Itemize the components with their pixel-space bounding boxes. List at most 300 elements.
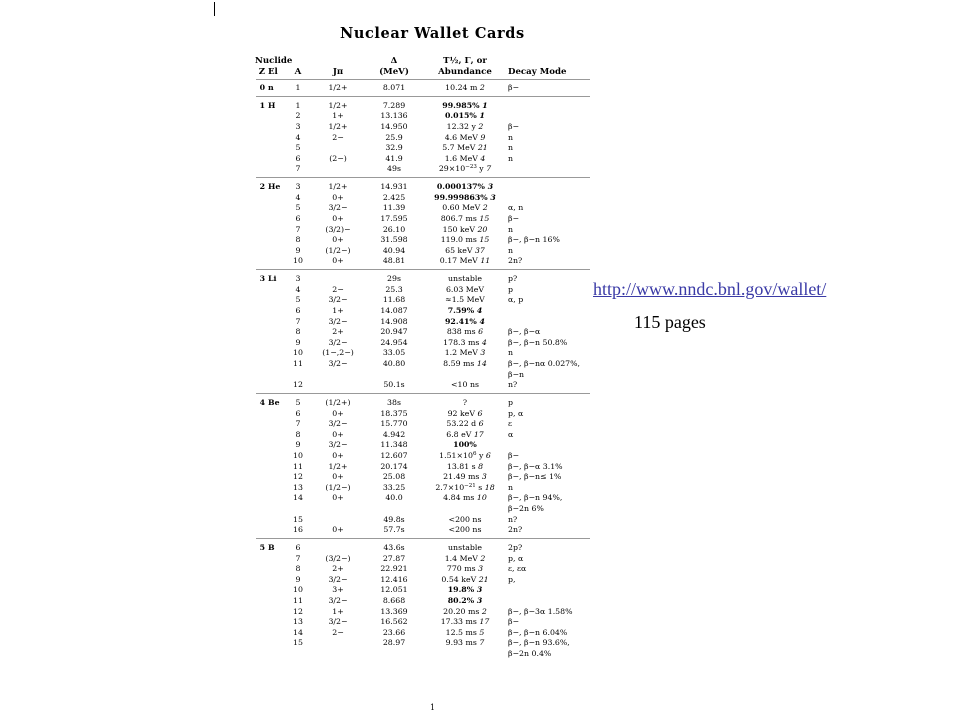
halflife-uncertainty: 37 <box>474 245 485 255</box>
cell-mass-excess: 25.08 <box>382 472 406 482</box>
halflife-value: ≈1.5 MeV <box>445 295 485 305</box>
header-a: A <box>294 67 302 77</box>
cell-mass-excess: 29s <box>387 274 401 284</box>
halflife-uncertainty: 6 <box>478 419 484 429</box>
cell-halflife <box>420 225 510 235</box>
cell-element: H <box>268 100 276 110</box>
cell-mass-excess: 22.921 <box>380 564 408 574</box>
table-row <box>250 596 600 606</box>
cell-jpi: (1/2−) <box>325 245 351 255</box>
table-row <box>250 543 600 553</box>
cell-decay-mode: β− <box>508 617 520 627</box>
table-row <box>250 133 600 143</box>
halflife-uncertainty: 6 <box>478 327 484 337</box>
halflife-value: 2.7×10 <box>435 482 465 492</box>
halflife-uncertainty: 4 <box>480 153 486 163</box>
section-rule <box>256 538 590 539</box>
table-row <box>250 504 600 514</box>
halflife-uncertainty: 3 <box>480 348 486 358</box>
cell-mass-excess: 50.1s <box>383 380 405 390</box>
halflife-uncertainty: 10 <box>476 493 487 503</box>
table-row <box>250 370 600 380</box>
cell-a: 9 <box>295 245 301 255</box>
section-rule <box>256 393 590 394</box>
halflife-value: 0.015% <box>445 111 477 121</box>
cell-decay-mode: n <box>508 143 514 153</box>
wallet-url-link[interactable]: http://www.nndc.bnl.gov/wallet/ <box>593 279 827 299</box>
table-row <box>250 154 600 164</box>
cell-a: 16 <box>293 525 303 535</box>
halflife-uncertainty: 2 <box>482 203 488 213</box>
table-row <box>250 398 600 408</box>
table-row <box>250 225 600 235</box>
cell-halflife <box>420 182 510 192</box>
cell-z: 1 <box>259 100 265 110</box>
halflife-value: 1.4 MeV <box>444 553 478 563</box>
cell-halflife <box>420 143 510 153</box>
cell-jpi: 0+ <box>332 472 344 482</box>
cell-mass-excess: 28.97 <box>382 638 406 648</box>
table-row <box>250 83 600 93</box>
cell-halflife <box>420 628 510 638</box>
cell-a: 1 <box>295 100 301 110</box>
table-row <box>250 285 600 295</box>
table-row <box>250 122 600 132</box>
halflife-uncertainty: 6 <box>485 451 491 460</box>
cell-jpi: 1+ <box>332 306 344 315</box>
cell-decay-mode: α, p <box>508 295 524 305</box>
cell-halflife <box>420 409 510 419</box>
cell-a: 6 <box>295 214 301 223</box>
nuclide-table <box>250 0 600 720</box>
cell-mass-excess: 32.9 <box>385 143 403 153</box>
halflife-value: ? <box>462 398 468 407</box>
header-delta: Δ <box>390 56 398 66</box>
cell-a: 6 <box>295 543 301 552</box>
cell-mass-excess: 17.595 <box>380 214 408 223</box>
cell-a: 4 <box>295 192 301 202</box>
cell-jpi: 0+ <box>332 525 344 535</box>
cell-mass-excess: 24.954 <box>380 337 408 347</box>
halflife-value: 119.0 ms <box>440 235 477 245</box>
cell-a: 5 <box>295 203 301 213</box>
halflife-value: 0.000137% <box>436 182 485 192</box>
cell-decay-mode: β−, β−n 93.6%, <box>508 638 570 648</box>
table-row <box>250 554 600 564</box>
table-row <box>250 628 600 638</box>
halflife-value: <10 ns <box>451 380 479 390</box>
cell-halflife <box>420 440 510 450</box>
cell-a: 12 <box>293 380 303 390</box>
cell-jpi: 0+ <box>332 192 344 202</box>
cell-decay-mode: n <box>508 482 514 492</box>
halflife-uncertainty: 21 <box>477 143 488 153</box>
cell-decay-mode: ε, εα <box>508 564 527 574</box>
cell-a: 15 <box>293 638 303 648</box>
cell-jpi: 3+ <box>332 585 344 595</box>
table-row <box>250 649 600 659</box>
halflife-uncertainty: 20 <box>477 224 488 234</box>
cell-a: 10 <box>293 451 303 460</box>
halflife-uncertainty: 14 <box>476 359 487 368</box>
cell-decay-mode: β−, β−α 3.1% <box>508 461 563 471</box>
cell-halflife <box>420 83 510 93</box>
cell-mass-excess: 11.348 <box>380 440 408 450</box>
cell-mass-excess: 2.425 <box>382 192 406 202</box>
cell-jpi: (1−,2−) <box>322 348 354 358</box>
cell-halflife <box>420 214 510 224</box>
document-title: Nuclear Wallet Cards <box>340 25 525 42</box>
halflife-uncertainty: 3 <box>490 192 496 202</box>
halflife-value: 17.33 ms <box>440 617 477 627</box>
cell-z: 5 <box>259 543 265 552</box>
cell-mass-excess: 27.87 <box>382 553 406 563</box>
cell-halflife <box>420 317 510 327</box>
header-mev: (MeV) <box>379 67 409 77</box>
cell-mass-excess: 40.0 <box>385 493 403 503</box>
cell-a: 4 <box>295 132 301 142</box>
halflife-value: 53.22 d <box>446 419 477 429</box>
halflife-uncertainty: 4 <box>481 337 487 347</box>
cell-a: 3 <box>295 182 301 192</box>
cell-a: 7 <box>295 316 301 326</box>
halflife-value: 99.985% <box>442 100 480 110</box>
cell-halflife <box>420 246 510 256</box>
cell-jpi: 2− <box>332 284 344 294</box>
cell-a: 8 <box>295 564 301 574</box>
cell-jpi: 3/2− <box>328 316 348 326</box>
halflife-value: 806.7 ms <box>440 214 477 223</box>
table-row <box>250 515 600 525</box>
halflife-uncertainty: 2 <box>479 83 485 92</box>
table-row <box>250 214 600 224</box>
cell-a: 11 <box>293 596 303 605</box>
halflife-value: 100% <box>453 440 477 450</box>
cell-mass-excess: 14.950 <box>380 122 408 131</box>
halflife-value: 1.2 MeV <box>444 348 478 358</box>
halflife-uncertainty: 4 <box>479 316 485 326</box>
halflife-uncertainty: 1 <box>482 100 488 110</box>
cell-mass-excess: 12.416 <box>380 574 408 584</box>
cell-a: 9 <box>295 574 301 584</box>
cell-halflife <box>420 203 510 213</box>
halflife-value: 20.20 ms <box>443 606 480 616</box>
halflife-value: 5.7 MeV <box>442 143 476 153</box>
cell-mass-excess: 14.931 <box>380 182 408 192</box>
halflife-uncertainty: 17 <box>479 617 490 627</box>
cell-halflife <box>420 338 510 348</box>
halflife-uncertainty: 1 <box>479 111 485 121</box>
halflife-value: 12.32 y <box>446 122 476 131</box>
cell-jpi: 3/2− <box>328 419 348 429</box>
cell-mass-excess: 15.770 <box>380 419 408 429</box>
cell-z: 4 <box>259 398 265 407</box>
cell-halflife <box>420 154 510 164</box>
table-row <box>250 111 600 121</box>
cell-jpi: 1/2+ <box>328 461 348 471</box>
cell-halflife <box>420 483 510 493</box>
cell-a: 6 <box>295 306 301 315</box>
halflife-exponent: −21 <box>464 482 476 489</box>
halflife-value: 770 ms <box>446 564 476 574</box>
halflife-uncertainty: 2 <box>480 553 486 563</box>
cell-a: 13 <box>293 482 303 492</box>
cell-jpi: 3/2− <box>328 337 348 347</box>
cell-decay-mode: β−, β−nα 0.027%, <box>508 359 581 368</box>
cell-halflife <box>420 419 513 429</box>
cell-halflife <box>420 398 510 408</box>
halflife-value: 21.49 ms <box>443 472 480 482</box>
cell-a: 7 <box>295 224 301 234</box>
text-cursor <box>214 2 215 16</box>
table-row <box>250 419 600 429</box>
cell-z: 2 <box>259 182 265 192</box>
cell-decay-mode: β−, β−n≤ 1% <box>508 472 562 482</box>
cell-decay-mode: p? <box>508 274 518 284</box>
cell-halflife <box>420 111 510 121</box>
cell-halflife <box>420 235 510 245</box>
page-count-note: 115 pages <box>634 312 706 332</box>
cell-mass-excess: 18.375 <box>380 408 408 418</box>
cell-halflife <box>420 607 510 617</box>
table-row <box>250 585 600 595</box>
cell-halflife <box>420 575 510 585</box>
cell-jpi: 0+ <box>332 235 344 245</box>
cell-a: 15 <box>293 514 303 524</box>
cell-decay-mode: p, α <box>508 408 524 418</box>
cell-decay-mode: ε <box>508 419 513 429</box>
cell-a: 11 <box>293 359 303 368</box>
cell-decay-mode: β−, β−3α 1.58% <box>508 606 573 616</box>
halflife-value: 99.999863% <box>434 192 488 202</box>
cell-mass-excess: 40.94 <box>382 245 406 255</box>
cell-a: 9 <box>295 440 301 450</box>
cell-halflife <box>420 327 510 337</box>
cell-decay-mode: α, n <box>508 203 524 213</box>
cell-halflife <box>420 348 510 358</box>
cell-jpi: 3/2− <box>328 617 348 627</box>
table-row <box>250 203 600 213</box>
cell-halflife <box>420 596 510 606</box>
cell-decay-mode: n <box>508 224 514 234</box>
cell-a: 5 <box>295 295 301 305</box>
halflife-value: 12.5 ms <box>445 627 477 637</box>
cell-mass-excess: 49.8s <box>383 514 405 524</box>
cell-decay-mode: α <box>508 429 514 439</box>
halflife-value: 9.93 ms <box>445 638 477 648</box>
halflife-value: 8.59 ms <box>443 359 475 368</box>
halflife-value: 1.51×10 <box>439 451 473 460</box>
cell-halflife <box>420 359 510 369</box>
cell-a: 5 <box>295 398 301 407</box>
cell-mass-excess: 8.668 <box>382 596 406 605</box>
table-row <box>250 164 600 174</box>
halflife-value: 0.17 MeV <box>439 256 478 266</box>
cell-halflife <box>420 193 510 203</box>
table-row <box>250 359 600 369</box>
halflife-value: 1.6 MeV <box>444 153 478 163</box>
cell-halflife <box>420 133 510 143</box>
cell-halflife <box>420 515 510 525</box>
halflife-value: 92 keV <box>447 408 475 418</box>
halflife-value: 6.8 eV <box>446 429 472 439</box>
cell-element: n <box>268 83 274 92</box>
cell-jpi: 2+ <box>332 564 344 574</box>
cell-decay-mode: β−n <box>508 369 525 379</box>
cell-decay-mode: β−, β−n 94%, <box>508 493 563 503</box>
halflife-uncertainty: 7 <box>486 164 492 174</box>
cell-halflife <box>420 462 510 472</box>
halflife-value: 838 ms <box>446 327 476 337</box>
cell-a: 8 <box>295 429 301 439</box>
cell-jpi: 2− <box>332 627 344 637</box>
cell-mass-excess: 4.942 <box>382 429 406 439</box>
cell-a: 8 <box>295 235 301 245</box>
halflife-uncertainty: 5 <box>479 627 485 637</box>
halflife-uncertainty: 7 <box>479 638 485 648</box>
halflife-uncertainty: 4 <box>476 306 483 315</box>
cell-mass-excess: 49s <box>387 164 401 174</box>
section-rule <box>256 177 590 178</box>
cell-a: 9 <box>295 337 301 347</box>
halflife-unit: s <box>475 482 483 492</box>
header-halflife: T½, Γ, or <box>443 56 487 66</box>
header-z: Z <box>258 67 265 77</box>
cell-decay-mode: β−, β−n 50.8% <box>508 337 568 347</box>
cell-mass-excess: 11.39 <box>382 203 406 213</box>
halflife-uncertainty: 11 <box>480 256 491 266</box>
table-row <box>250 317 600 327</box>
cell-decay-mode: n? <box>508 514 518 524</box>
halflife-unit: y <box>476 164 484 174</box>
cell-halflife <box>420 493 510 503</box>
cell-element: Be <box>268 398 280 407</box>
cell-halflife <box>420 638 510 648</box>
cell-decay-mode: β− <box>508 122 520 131</box>
cell-mass-excess: 14.908 <box>380 316 408 326</box>
cell-a: 7 <box>295 419 301 429</box>
cell-mass-excess: 16.562 <box>380 617 408 627</box>
table-row <box>250 493 600 503</box>
halflife-uncertainty: 21 <box>478 574 489 584</box>
cell-decay-mode: n <box>508 132 514 142</box>
cell-decay-mode: β− <box>508 83 520 92</box>
cell-decay-mode: p, <box>508 574 516 584</box>
cell-halflife <box>420 430 510 440</box>
cell-z: 3 <box>259 274 265 284</box>
cell-mass-excess: 38s <box>387 398 401 407</box>
halflife-exponent: 6 <box>472 451 477 457</box>
table-row <box>250 451 600 461</box>
cell-element: B <box>268 543 275 552</box>
cell-decay-mode: β−, β−n 16% <box>508 235 560 245</box>
header-abundance: Abundance <box>438 67 492 77</box>
cell-jpi: 1+ <box>332 111 344 121</box>
cell-halflife <box>420 543 510 553</box>
cell-decay-mode: n? <box>508 380 518 390</box>
halflife-uncertainty: 3 <box>487 182 494 192</box>
cell-halflife <box>420 295 510 305</box>
table-row <box>250 617 600 627</box>
cell-a: 5 <box>295 143 301 153</box>
halflife-exponent: −23 <box>465 164 477 171</box>
cell-halflife <box>420 451 510 461</box>
cell-halflife <box>420 101 510 111</box>
cell-z: 0 <box>259 83 265 92</box>
cell-jpi: 0+ <box>332 214 344 223</box>
cell-a: 11 <box>293 461 303 471</box>
table-row <box>250 246 600 256</box>
table-row <box>250 564 600 574</box>
halflife-value: <200 ns <box>448 514 482 524</box>
header-nuclide: Nuclide <box>255 56 293 66</box>
halflife-value: 178.3 ms <box>443 337 480 347</box>
cell-jpi: (1/2−) <box>325 482 351 492</box>
cell-mass-excess: 14.087 <box>380 306 408 315</box>
header-decay-mode: Decay Mode <box>508 67 567 77</box>
table-row <box>250 101 600 111</box>
table-row <box>250 338 600 348</box>
halflife-value: 13.81 s <box>446 461 476 471</box>
cell-mass-excess: 41.9 <box>385 153 403 163</box>
table-row <box>250 409 600 419</box>
halflife-value: 150 keV <box>442 224 475 234</box>
halflife-value: 92.41% <box>445 316 477 326</box>
cell-decay-mode: n <box>508 153 514 163</box>
cell-a: 6 <box>295 408 301 418</box>
cell-halflife <box>420 164 510 174</box>
cell-jpi: 2+ <box>332 327 344 337</box>
cell-a: 10 <box>293 256 303 266</box>
cell-mass-excess: 48.81 <box>382 256 406 266</box>
section-rule <box>256 96 590 97</box>
cell-mass-excess: 13.369 <box>380 606 408 616</box>
cell-mass-excess: 40.80 <box>382 359 406 368</box>
table-row <box>250 274 600 284</box>
wallet-card-page <box>250 0 600 720</box>
cell-a: 10 <box>293 348 303 358</box>
cell-halflife <box>420 554 510 564</box>
cell-jpi: (1/2+) <box>325 398 351 407</box>
cell-halflife <box>420 380 510 390</box>
cell-a: 13 <box>293 617 303 627</box>
halflife-value: 10.24 m <box>445 83 478 92</box>
table-row <box>250 235 600 245</box>
cell-mass-excess: 26.10 <box>382 224 406 234</box>
cell-decay-mode: n <box>508 348 514 358</box>
cell-jpi: 0+ <box>332 429 344 439</box>
table-row <box>250 483 600 493</box>
halflife-uncertainty: 3 <box>478 564 484 574</box>
cell-decay-mode: 2p? <box>508 543 523 552</box>
cell-halflife <box>420 585 510 595</box>
halflife-uncertainty: 15 <box>479 235 490 245</box>
cell-mass-excess: 33.05 <box>382 348 406 358</box>
cell-mass-excess: 12.051 <box>380 585 408 595</box>
halflife-uncertainty: 2 <box>478 122 484 131</box>
cell-decay-mode: β−2n 0.4% <box>508 649 552 658</box>
cell-a: 10 <box>293 585 303 595</box>
table-row <box>250 525 600 535</box>
cell-mass-excess: 23.66 <box>382 627 406 637</box>
cell-a: 7 <box>295 553 301 563</box>
halflife-uncertainty: 6 <box>477 408 483 418</box>
cell-jpi: 0+ <box>332 256 344 266</box>
halflife-uncertainty: 3 <box>476 585 483 595</box>
cell-a: 1 <box>295 83 301 92</box>
cell-a: 6 <box>295 153 301 163</box>
cell-jpi: 0+ <box>332 408 344 418</box>
